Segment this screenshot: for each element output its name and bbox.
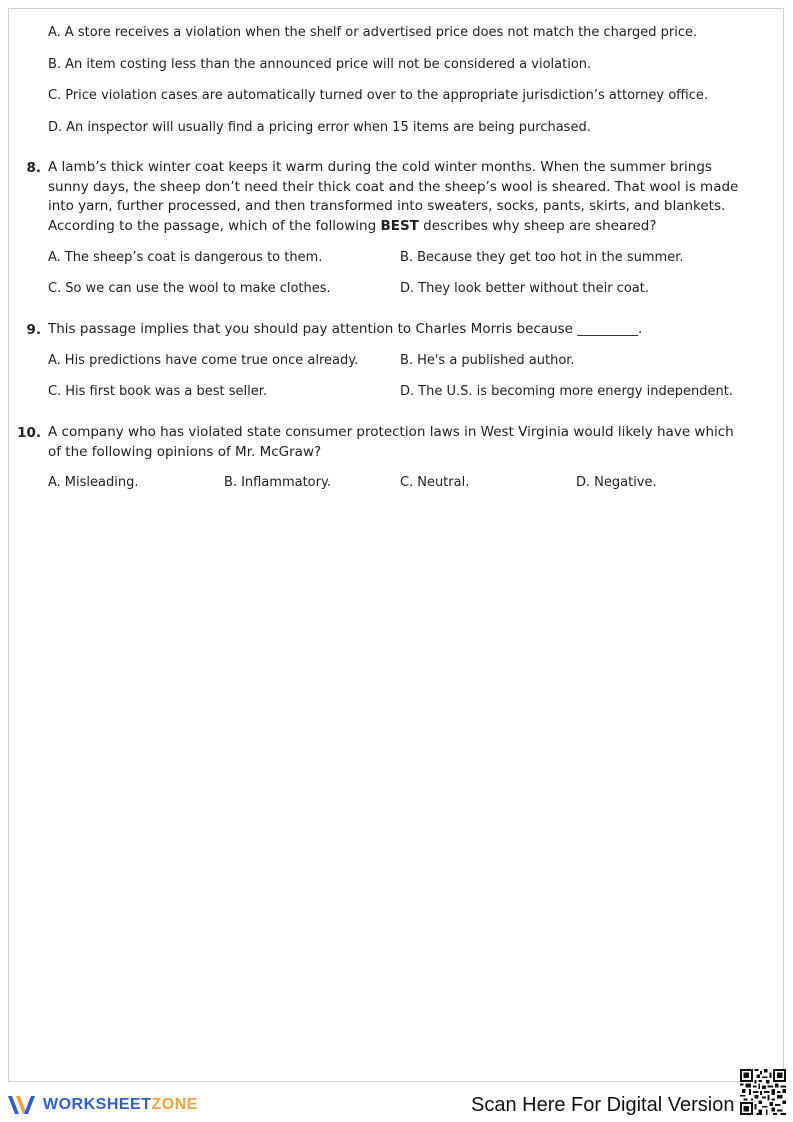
option-text: A store receives a violation when the shelf or advertised price does not match the charged price.: [64, 25, 698, 40]
option-letter: C.: [48, 281, 62, 296]
option-text: The sheep’s coat is dangerous to them.: [64, 250, 323, 265]
q10-option-b[interactable]: [224, 475, 331, 491]
question-number: 8.: [26, 160, 41, 176]
question-text-part: A lamb’s thick winter coat keeps it warm during the cold winter months. When the summer brings sunny days, the sheep don’t need their thick coat and the sheep’s wool is sheared. That wool is made into yarn, further processed, and then transformed into sweaters, socks, pants, skirts, and blankets. According to the passage, which of the following: [48, 159, 739, 234]
option-text: Misleading.: [64, 475, 139, 490]
q9-option-b[interactable]: [400, 353, 575, 369]
option-text: They look better without their coat.: [418, 281, 649, 296]
option-letter: C.: [400, 475, 414, 490]
scan-caption: Scan Here For Digital Version: [471, 1094, 735, 1116]
q9-option-c[interactable]: [48, 384, 267, 400]
option-text: His predictions have come true once already.: [64, 353, 359, 368]
option-letter: D.: [400, 384, 415, 399]
option-letter: D.: [400, 281, 415, 296]
q8-option-d[interactable]: [400, 281, 649, 297]
option-letter: A.: [48, 25, 61, 40]
q9-option-d[interactable]: [400, 384, 733, 400]
q7-option-c[interactable]: [48, 88, 708, 104]
question-text: A company who has violated state consumer protection laws in West Virginia would likely have which of the following opinions of Mr. McGraw?: [48, 424, 734, 460]
option-letter: B.: [224, 475, 238, 490]
q8-option-b[interactable]: [400, 250, 684, 266]
question-number: 9.: [26, 322, 41, 338]
option-letter: D.: [48, 120, 63, 135]
q10-option-c[interactable]: [400, 475, 469, 491]
option-text: Negative.: [594, 475, 657, 490]
option-text: He's a published author.: [417, 353, 575, 368]
option-letter: C.: [48, 88, 62, 103]
option-letter: B.: [400, 250, 414, 265]
question-text-part: describes why sheep are sheared?: [418, 217, 657, 234]
question-number: 10.: [17, 425, 41, 441]
option-text: Inflammatory.: [241, 475, 331, 490]
logo-word-zone: ZONE: [151, 1096, 198, 1113]
question-text: This passage implies that you should pay attention to Charles Morris because _________.: [48, 321, 643, 337]
worksheetzone-logo[interactable]: [7, 1092, 198, 1118]
option-text: The U.S. is becoming more energy independent.: [418, 384, 733, 399]
q7-option-a[interactable]: [48, 25, 697, 41]
option-letter: C.: [48, 384, 62, 399]
option-text: Price violation cases are automatically turned over to the appropriate jurisdiction’s attorney office.: [65, 88, 708, 103]
q8-option-a[interactable]: [48, 250, 322, 266]
q7-option-d[interactable]: [48, 120, 591, 136]
q8-option-c[interactable]: [48, 281, 331, 297]
question-emphasis: BEST: [380, 217, 419, 234]
option-text: His first book was a best seller.: [65, 384, 267, 399]
option-letter: D.: [576, 475, 591, 490]
option-letter: A.: [48, 250, 61, 265]
q10-option-d[interactable]: [576, 475, 657, 491]
option-text: An inspector will usually find a pricing error when 15 items are being purchased.: [66, 120, 591, 135]
option-letter: A.: [48, 475, 61, 490]
q7-option-b[interactable]: [48, 57, 591, 73]
question-text: [48, 158, 748, 236]
logo-word-worksheet: WORKSHEET: [43, 1096, 152, 1113]
option-letter: A.: [48, 353, 61, 368]
logo-w-icon: [7, 1093, 39, 1117]
option-text: So we can use the wool to make clothes.: [65, 281, 331, 296]
q10-option-a[interactable]: [48, 475, 138, 491]
q9-option-a[interactable]: [48, 353, 358, 369]
option-letter: B.: [400, 353, 414, 368]
option-letter: B.: [48, 57, 62, 72]
qr-code-icon[interactable]: [740, 1069, 786, 1115]
option-text: Neutral.: [417, 475, 470, 490]
logo-text: [43, 1096, 198, 1114]
option-text: An item costing less than the announced price will not be considered a violation.: [65, 57, 592, 72]
option-text: Because they get too hot in the summer.: [417, 250, 684, 265]
